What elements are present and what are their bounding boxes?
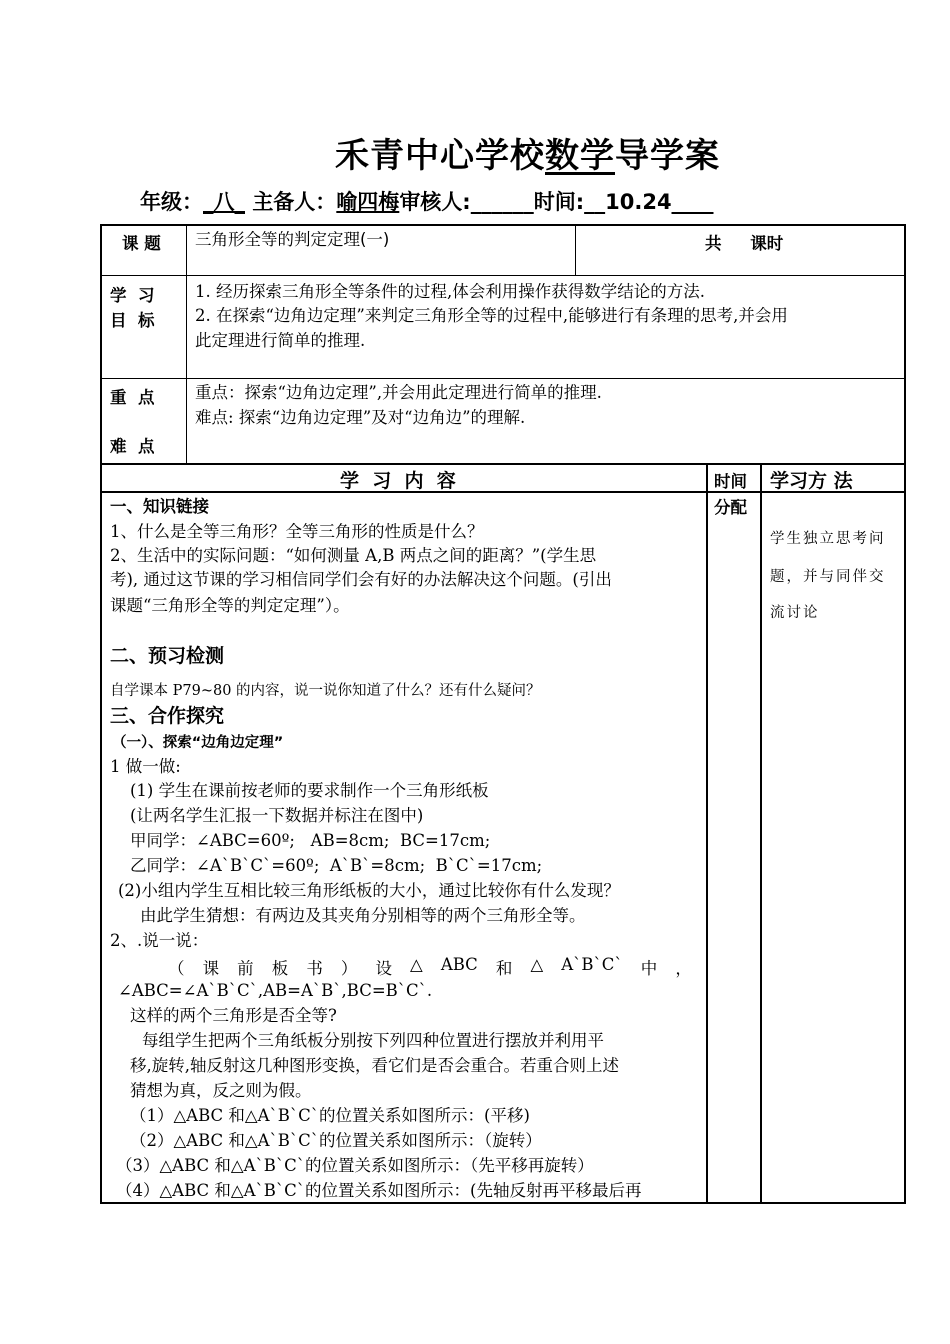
grade-value: _八_ [203,190,245,214]
method-header: 学习方 法 [770,470,853,492]
content-line: 乙同学：∠A`B`C`=60º; A`B`=8cm; B`C`=17cm; [130,856,543,875]
content-header: 学 习 内 容 [340,470,456,492]
table-col-divider [575,224,576,276]
section-title: 一、知识链接 [110,497,209,516]
subsection-title: （一）、探索“边角边定理” [112,735,284,751]
word: 书 [306,959,323,978]
goal-item: 2. 在探索“边角边定理”来判定三角形全等的过程中,能够进行有条理的思考,并会用 [195,306,788,325]
content-line: 课题“三角形全等的判定定理”）。 [110,596,350,615]
table-border-top [100,224,906,226]
content-line: 2、生活中的实际问题：“如何测量 A,B 两点之间的距离？”(学生思 [110,546,597,565]
reviewer-label: 审核人: [399,190,471,214]
word: 和 [495,959,513,978]
preparer-value: 喻四梅 [336,190,400,214]
content-line: （1）△ABC 和△A`B`C`的位置关系如图所示：(平移) [130,1106,530,1125]
page-title [0,128,950,177]
word: （ [168,959,185,978]
table-border-left [100,224,102,1204]
word: 前 [237,959,254,978]
key-text: 重点：探索“边角边定理”,并会用此定理进行简单的推理. [195,383,602,402]
word: ， [675,959,692,978]
word: ABC [440,955,478,974]
content-line: 1、什么是全等三角形？全等三角形的性质是什么？ [110,522,484,541]
word: A`B`C` [561,955,623,974]
word: 中 [640,959,658,978]
content-line: （4）△ABC 和△A`B`C`的位置关系如图所示：(先轴反射再平移最后再 [116,1181,642,1200]
table-divider [100,463,906,465]
preparer-label: 主备人： [252,190,337,214]
section-title: 二、预习检测 [110,645,225,667]
content-line: 自学课本 P79~80 的内容，说一说你知道了什么？还有什么疑问？ [110,683,541,699]
key-label: 重 点 [110,388,155,407]
content-line: 猜想为真，反之则为假。 [130,1081,312,1100]
word: △ [410,955,423,974]
content-line: 每组学生把两个三角纸板分别按下列四种位置进行摆放并利用平 [142,1031,604,1050]
table-divider [100,378,906,379]
content-line: （2）△ABC 和△A`B`C`的位置关系如图所示：（旋转） [130,1131,542,1150]
topic-label: 课 题 [122,234,161,253]
method-note: 学生独立思考问 [770,531,886,547]
table-col-divider [706,463,708,1203]
title-part: 导学案 [615,136,720,176]
time-value: __10.24____ [584,190,714,214]
justified-line [168,955,692,979]
content-line: (2)小组内学生互相比较三角形纸板的大小，通过比较你有什么发现？ [118,881,620,900]
time-label: 时间: [533,190,585,214]
content-line: ∠ABC=∠A`B`C`,AB=A`B`,BC=B`C`. [118,981,433,1000]
content-line: (让两名学生汇报一下数据并标注在图中) [130,806,424,825]
diff-text: 难点: 探索“边角边定理”及对“边角边”的理解. [195,408,526,427]
content-line: 考), 通过这节课的学习相信同学们会有好的办法解决这个问题。(引出 [110,570,612,589]
time-header: 分配 [714,498,747,517]
content-line: 1 做一做: [110,757,181,776]
method-note: 题，并与同伴交 [770,569,886,585]
goals-label: 学 习 [110,286,155,305]
topic-value: 三角形全等的判定定理(一) [195,230,390,249]
table-col-divider [186,224,187,464]
section-title: 三、合作探究 [110,705,225,727]
goal-item: 1. 经历探索三角形全等条件的过程,体会利用操作获得数学结论的方法. [195,282,705,301]
diff-label: 难 点 [110,437,155,456]
period-label: 共 课时 [705,234,784,253]
content-line: 甲同学：∠ABC=60º; AB=8cm; BC=17cm; [130,831,491,850]
grade-label: 年级： [140,190,203,214]
content-line: 这样的两个三角形是否全等? [130,1006,337,1025]
goals-label: 目 标 [110,311,155,330]
word: △ [530,955,544,974]
method-note: 流讨论 [770,605,820,621]
content-line: （3）△ABC 和△A`B`C`的位置关系如图所示：（先平移再旋转） [116,1156,594,1175]
table-divider [100,275,906,276]
table-border-right [904,224,906,1204]
content-line: 由此学生猜想：有两边及其夹角分别相等的两个三角形全等。 [140,906,586,925]
goal-item: 此定理进行简单的推理. [195,331,366,350]
word: 板 [271,959,289,978]
title-underlined: 数学 [545,136,615,176]
content-line: 移,旋转,轴反射这几种图形变换，看它们是否会重合。若重合则上述 [130,1056,619,1075]
word: ） [340,959,358,978]
time-header: 时间 [714,472,747,491]
content-line: (1) 学生在课前按老师的要求制作一个三角形纸板 [130,781,489,800]
content-line: 2、.说一说： [110,931,209,950]
title-part: 禾青中心学校 [335,136,545,176]
word: 课 [202,959,220,978]
table-col-divider [760,463,762,1203]
meta-line [140,186,714,216]
reviewer-blank: ______ [470,190,534,214]
word: 设 [375,959,392,978]
